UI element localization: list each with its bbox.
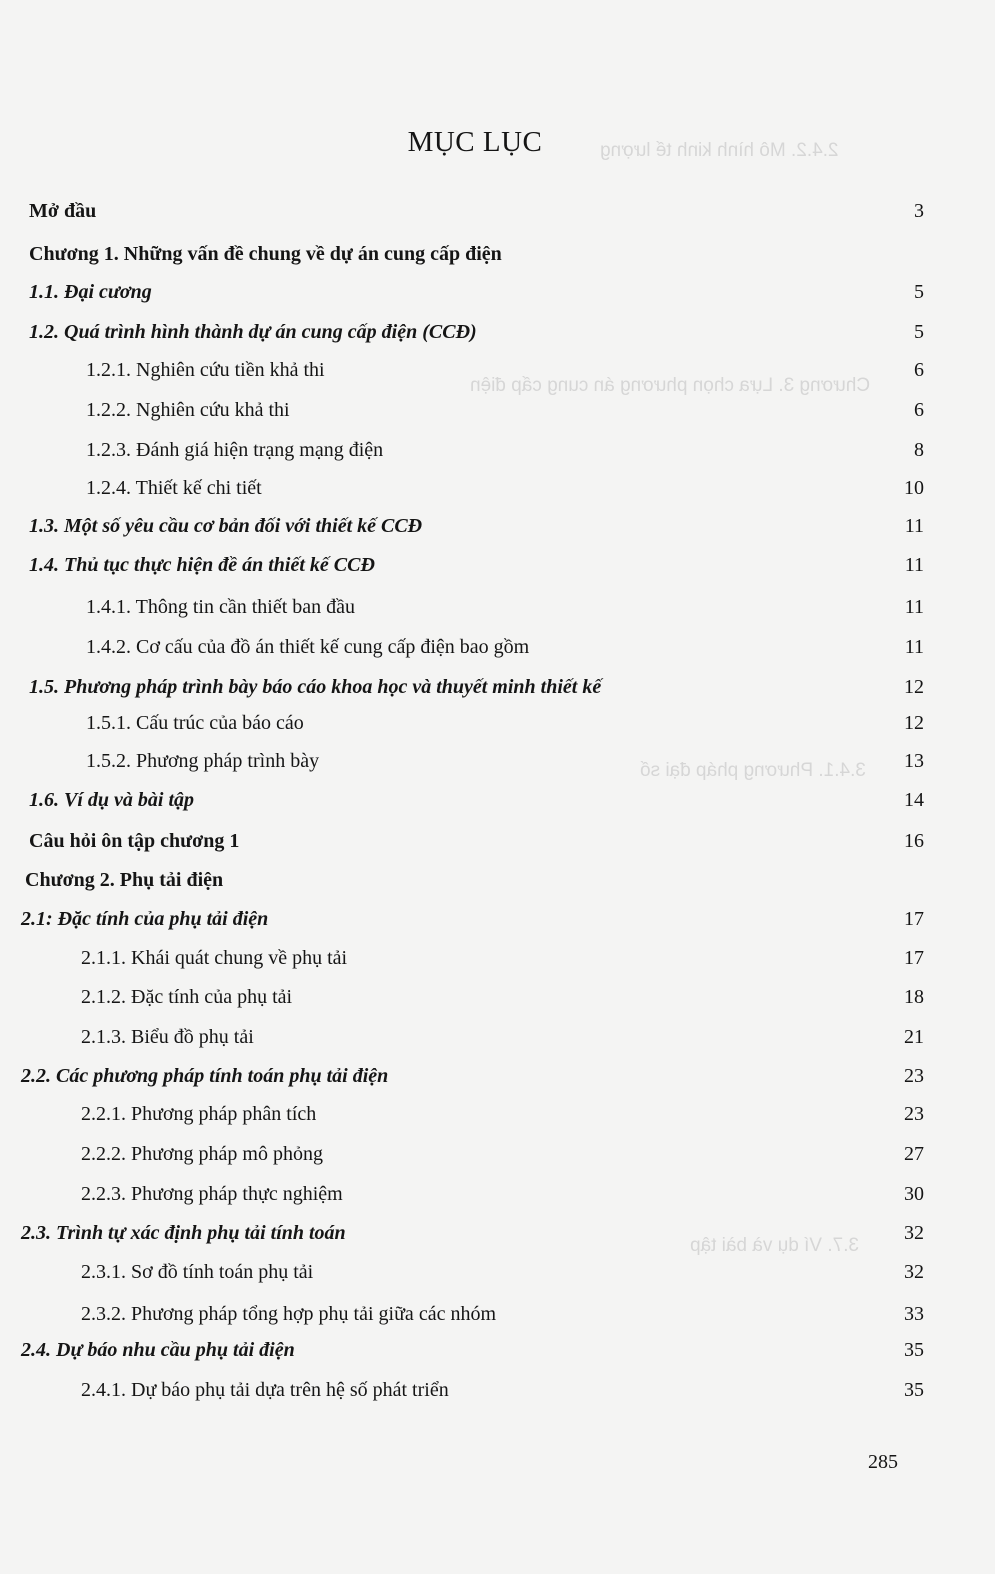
toc-entry-page: 18 <box>904 986 924 1008</box>
toc-entry-label: 2.1: Đặc tính của phụ tải điện <box>21 908 269 930</box>
toc-entry-page: 10 <box>904 477 924 499</box>
toc-entry-page: 27 <box>904 1143 924 1165</box>
toc-entry <box>0 789 995 821</box>
toc-entry <box>0 986 995 1018</box>
toc-entry <box>0 596 995 628</box>
toc-entry <box>0 1379 995 1411</box>
toc-entry-label: 2.2.3. Phương pháp thực nghiệm <box>81 1183 343 1205</box>
toc-entry-page: 3 <box>914 200 924 222</box>
toc-entry <box>0 439 995 471</box>
toc-entry <box>0 1339 995 1371</box>
bleed-through-text: 3.4.1. Phương pháp đại số <box>640 760 866 781</box>
toc-entry-page: 16 <box>904 830 924 852</box>
bleed-through-text: 2.4.2. Mô hình kinh tế lượng <box>600 140 839 161</box>
toc-entry-label: 1.4.2. Cơ cấu của đồ án thiết kế cung cấp điện bao gồm <box>86 636 530 658</box>
toc-entry-page: 33 <box>904 1303 924 1325</box>
toc-entry <box>0 477 995 509</box>
toc-entry <box>0 1303 995 1335</box>
toc-entry-label: 2.1.2. Đặc tính của phụ tải <box>81 986 293 1008</box>
toc-entry-page: 12 <box>904 712 924 734</box>
toc-chapter <box>0 869 995 901</box>
toc-entry <box>0 1103 995 1135</box>
toc-entry-label: 1.3. Một số yêu cầu cơ bản đối với thiết kế CCĐ <box>29 515 423 537</box>
toc-entry-label: Chương 2. Phụ tải điện <box>25 869 224 891</box>
toc-entry <box>0 830 995 862</box>
toc-entry-label: 2.2.1. Phương pháp phân tích <box>81 1103 317 1125</box>
toc-entry-label: 2.3.1. Sơ đồ tính toán phụ tải <box>81 1261 314 1283</box>
toc-entry-page: 17 <box>904 947 924 969</box>
toc-entry-page: 14 <box>904 789 924 811</box>
toc-entry-page: 32 <box>904 1261 924 1283</box>
toc-entry-label: 1.2.1. Nghiên cứu tiền khả thi <box>86 359 325 381</box>
page-title: MỤC LỤC <box>407 126 543 158</box>
bleed-through-text: Chương 3. Lựa chọn phương án cung cấp điện <box>470 375 871 396</box>
toc-entry <box>0 1261 995 1293</box>
toc-entry <box>0 908 995 940</box>
toc-entry-page: 35 <box>904 1339 924 1361</box>
toc-entry <box>0 515 995 547</box>
toc-entry-label: 2.1.3. Biểu đồ phụ tải <box>81 1026 254 1048</box>
toc-entry <box>0 1222 995 1254</box>
toc-entry-page: 11 <box>904 515 924 537</box>
toc-entry <box>0 281 995 313</box>
toc-entry-label: 1.5.1. Cấu trúc của báo cáo <box>86 712 304 734</box>
toc-entry <box>0 359 995 391</box>
toc-entry-label: 2.2. Các phương pháp tính toán phụ tải điện <box>21 1065 389 1087</box>
toc-entry <box>0 399 995 431</box>
toc-entry-page: 23 <box>904 1065 924 1087</box>
toc-entry-page: 21 <box>904 1026 924 1048</box>
toc-entry-page: 30 <box>904 1183 924 1205</box>
toc-entry <box>0 321 995 353</box>
toc-entry-page: 23 <box>904 1103 924 1125</box>
toc-entry-page: 11 <box>904 554 924 576</box>
toc-entry-label: 2.3. Trình tự xác định phụ tải tính toán <box>21 1222 346 1244</box>
toc-entry-page: 35 <box>904 1379 924 1401</box>
page-number: 285 <box>868 1451 898 1473</box>
toc-chapter <box>0 243 995 275</box>
toc-entry-label: 1.2.2. Nghiên cứu khả thi <box>86 399 290 421</box>
toc-entry <box>0 947 995 979</box>
toc-entry <box>0 200 995 232</box>
toc-entry <box>0 750 995 782</box>
toc-entry-label: 1.2.4. Thiết kế chi tiết <box>86 477 262 499</box>
toc-entry-page: 5 <box>914 281 924 303</box>
toc-entry-label: 1.1. Đại cương <box>29 281 152 303</box>
toc-entry-label: 2.4. Dự báo nhu cầu phụ tải điện <box>21 1339 295 1361</box>
toc-entry-page: 32 <box>904 1222 924 1244</box>
toc-entry-label: 1.2. Quá trình hình thành dự án cung cấp điện (CCĐ) <box>29 321 477 343</box>
toc-entry-page: 6 <box>914 399 924 421</box>
toc-entry-label: 1.2.3. Đánh giá hiện trạng mạng điện <box>86 439 384 461</box>
toc-entry <box>0 636 995 668</box>
toc-entry-label: Mở đầu <box>29 200 97 222</box>
toc-entry <box>0 1065 995 1097</box>
toc-entry-page: 8 <box>914 439 924 461</box>
toc-entry <box>0 712 995 744</box>
toc-entry-page: 13 <box>904 750 924 772</box>
toc-entry-label: 1.6. Ví dụ và bài tập <box>29 789 195 811</box>
toc-entry-label: 2.1.1. Khái quát chung về phụ tải <box>81 947 348 969</box>
toc-entry-label: Chương 1. Những vấn đề chung về dự án cung cấp điện <box>29 243 502 265</box>
toc-entry <box>0 554 995 586</box>
toc-entry-page: 17 <box>904 908 924 930</box>
toc-entry-label: Câu hỏi ôn tập chương 1 <box>29 830 240 852</box>
toc-entry-label: 2.4.1. Dự báo phụ tải dựa trên hệ số phát triển <box>81 1379 449 1401</box>
toc-entry-label: 2.3.2. Phương pháp tổng hợp phụ tải giữa các nhóm <box>81 1303 496 1325</box>
toc-entry <box>0 676 995 708</box>
toc-entry-label: 1.5.2. Phương pháp trình bày <box>86 750 320 772</box>
toc-entry-label: 1.4. Thủ tục thực hiện đề án thiết kế CCĐ <box>29 554 375 576</box>
bleed-through-text: 3.7. Ví dụ và bài tập <box>690 1235 860 1256</box>
toc-entry <box>0 1183 995 1215</box>
toc-entry-page: 6 <box>914 359 924 381</box>
toc-entry-page: 11 <box>904 636 924 658</box>
toc-entry <box>0 1026 995 1058</box>
toc-entry-label: 1.5. Phương pháp trình bày báo cáo khoa học và thuyết minh thiết kế <box>29 676 602 698</box>
toc-entry-page: 11 <box>904 596 924 618</box>
toc-entry <box>0 1143 995 1175</box>
toc-entry-page: 5 <box>914 321 924 343</box>
toc-entry-page: 12 <box>904 676 924 698</box>
toc-entry-label: 1.4.1. Thông tin cần thiết ban đầu <box>86 596 356 618</box>
toc-entry-label: 2.2.2. Phương pháp mô phỏng <box>81 1143 323 1165</box>
